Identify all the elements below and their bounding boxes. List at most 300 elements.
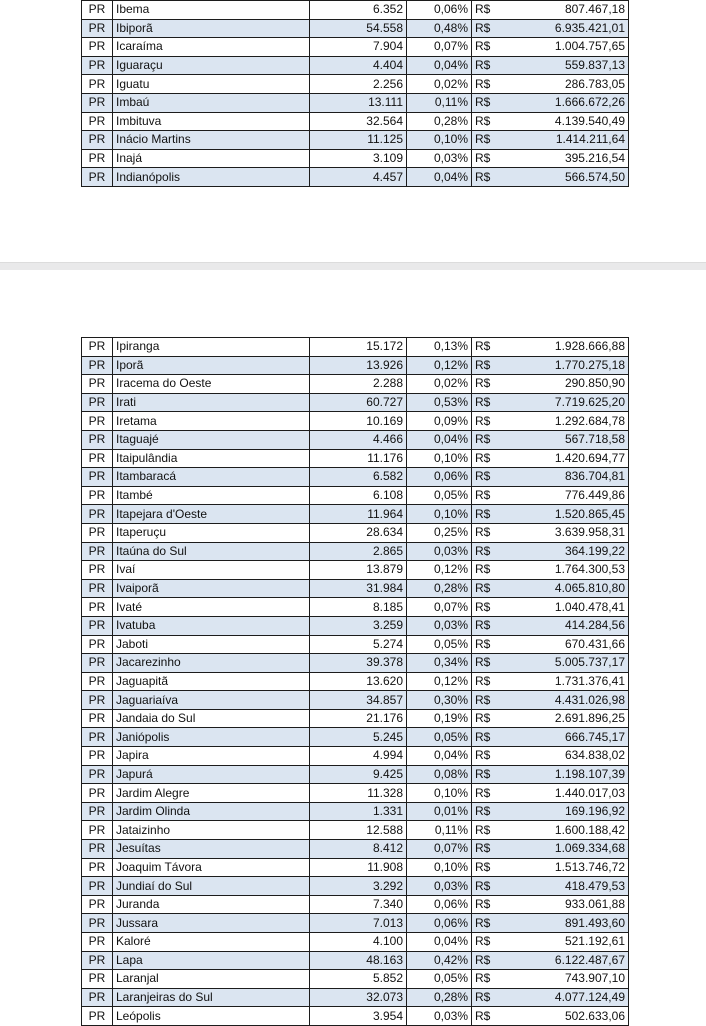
amount-cell: 1.731.376,41 xyxy=(502,672,629,691)
amount-cell: 666.745,17 xyxy=(502,728,629,747)
uf-cell: PR xyxy=(82,338,113,357)
municipality-cell: Juranda xyxy=(113,895,310,914)
uf-cell: PR xyxy=(82,542,113,561)
percentage-cell: 0,04% xyxy=(407,747,472,766)
population-cell: 8.412 xyxy=(310,840,407,859)
municipality-cell: Inajá xyxy=(113,149,310,168)
table-row xyxy=(82,505,629,524)
municipality-cell: Jaboti xyxy=(113,635,310,654)
currency-symbol-cell: R$ xyxy=(472,728,503,747)
uf-cell: PR xyxy=(82,523,113,542)
municipality-cell: Japurá xyxy=(113,765,310,784)
uf-cell: PR xyxy=(82,486,113,505)
table-row xyxy=(82,542,629,561)
currency-symbol-cell: R$ xyxy=(472,168,503,187)
table-row xyxy=(82,149,629,168)
population-cell: 4.457 xyxy=(310,168,407,187)
uf-cell: PR xyxy=(82,1007,113,1026)
population-cell: 3.292 xyxy=(310,877,407,896)
uf-cell: PR xyxy=(82,970,113,989)
table-row xyxy=(82,933,629,952)
table-row xyxy=(82,168,629,187)
percentage-cell: 0,48% xyxy=(407,19,472,38)
table-row xyxy=(82,821,629,840)
amount-cell: 1.600.188,42 xyxy=(502,821,629,840)
population-cell: 2.288 xyxy=(310,375,407,394)
population-cell: 4.404 xyxy=(310,56,407,75)
currency-symbol-cell: R$ xyxy=(472,579,503,598)
municipality-cell: Irati xyxy=(113,393,310,412)
municipality-cell: Itambé xyxy=(113,486,310,505)
currency-symbol-cell: R$ xyxy=(472,988,503,1007)
population-cell: 39.378 xyxy=(310,654,407,673)
uf-cell: PR xyxy=(82,784,113,803)
population-cell: 1.331 xyxy=(310,802,407,821)
currency-symbol-cell: R$ xyxy=(472,523,503,542)
municipality-cell: Imbaú xyxy=(113,93,310,112)
population-cell: 2.256 xyxy=(310,75,407,94)
percentage-cell: 0,12% xyxy=(407,356,472,375)
population-cell: 13.879 xyxy=(310,561,407,580)
population-cell: 28.634 xyxy=(310,523,407,542)
uf-cell: PR xyxy=(82,412,113,431)
percentage-cell: 0,06% xyxy=(407,1,472,20)
uf-cell: PR xyxy=(82,654,113,673)
uf-cell: PR xyxy=(82,375,113,394)
currency-symbol-cell: R$ xyxy=(472,802,503,821)
uf-cell: PR xyxy=(82,131,113,150)
table-row xyxy=(82,747,629,766)
percentage-cell: 0,03% xyxy=(407,616,472,635)
amount-cell: 836.704,81 xyxy=(502,468,629,487)
uf-cell: PR xyxy=(82,561,113,580)
table-row xyxy=(82,412,629,431)
uf-cell: PR xyxy=(82,393,113,412)
municipality-cell: Jardim Alegre xyxy=(113,784,310,803)
population-cell: 6.352 xyxy=(310,1,407,20)
municipality-cell: Joaquim Távora xyxy=(113,858,310,877)
uf-cell: PR xyxy=(82,877,113,896)
table-row xyxy=(82,951,629,970)
percentage-cell: 0,07% xyxy=(407,840,472,859)
currency-symbol-cell: R$ xyxy=(472,951,503,970)
uf-cell: PR xyxy=(82,672,113,691)
population-cell: 11.964 xyxy=(310,505,407,524)
percentage-cell: 0,04% xyxy=(407,430,472,449)
percentage-cell: 0,34% xyxy=(407,654,472,673)
percentage-cell: 0,04% xyxy=(407,168,472,187)
uf-cell: PR xyxy=(82,747,113,766)
table-row xyxy=(82,56,629,75)
municipality-table-page-2 xyxy=(81,337,629,1026)
table-row xyxy=(82,840,629,859)
uf-cell: PR xyxy=(82,356,113,375)
municipality-cell: Japira xyxy=(113,747,310,766)
currency-symbol-cell: R$ xyxy=(472,616,503,635)
municipality-cell: Iguaraçu xyxy=(113,56,310,75)
currency-symbol-cell: R$ xyxy=(472,970,503,989)
municipality-cell: Jaguariaíva xyxy=(113,691,310,710)
table-row xyxy=(82,728,629,747)
table-row xyxy=(82,1,629,20)
uf-cell: PR xyxy=(82,802,113,821)
table-row xyxy=(82,654,629,673)
percentage-cell: 0,06% xyxy=(407,468,472,487)
uf-cell: PR xyxy=(82,75,113,94)
population-cell: 11.328 xyxy=(310,784,407,803)
amount-cell: 1.292.684,78 xyxy=(502,412,629,431)
percentage-cell: 0,28% xyxy=(407,988,472,1007)
municipality-cell: Jundiaí do Sul xyxy=(113,877,310,896)
amount-cell: 1.040.478,41 xyxy=(502,598,629,617)
uf-cell: PR xyxy=(82,821,113,840)
population-cell: 32.073 xyxy=(310,988,407,1007)
municipality-cell: Jussara xyxy=(113,914,310,933)
table-row xyxy=(82,988,629,1007)
amount-cell: 502.633,06 xyxy=(502,1007,629,1026)
percentage-cell: 0,05% xyxy=(407,970,472,989)
uf-cell: PR xyxy=(82,765,113,784)
amount-cell: 1.420.694,77 xyxy=(502,449,629,468)
amount-cell: 634.838,02 xyxy=(502,747,629,766)
population-cell: 11.908 xyxy=(310,858,407,877)
currency-symbol-cell: R$ xyxy=(472,19,503,38)
amount-cell: 807.467,18 xyxy=(502,1,629,20)
municipality-cell: Ipiranga xyxy=(113,338,310,357)
municipality-cell: Indianópolis xyxy=(113,168,310,187)
table-row xyxy=(82,877,629,896)
percentage-cell: 0,42% xyxy=(407,951,472,970)
uf-cell: PR xyxy=(82,858,113,877)
percentage-cell: 0,09% xyxy=(407,412,472,431)
population-cell: 2.865 xyxy=(310,542,407,561)
population-cell: 21.176 xyxy=(310,709,407,728)
currency-symbol-cell: R$ xyxy=(472,895,503,914)
uf-cell: PR xyxy=(82,430,113,449)
uf-cell: PR xyxy=(82,505,113,524)
uf-cell: PR xyxy=(82,1,113,20)
amount-cell: 7.719.625,20 xyxy=(502,393,629,412)
amount-cell: 4.139.540,49 xyxy=(502,112,629,131)
population-cell: 6.108 xyxy=(310,486,407,505)
amount-cell: 169.196,92 xyxy=(502,802,629,821)
municipality-cell: Iretama xyxy=(113,412,310,431)
percentage-cell: 0,30% xyxy=(407,691,472,710)
amount-cell: 566.574,50 xyxy=(502,168,629,187)
municipality-cell: Ivatuba xyxy=(113,616,310,635)
amount-cell: 290.850,90 xyxy=(502,375,629,394)
currency-symbol-cell: R$ xyxy=(472,561,503,580)
currency-symbol-cell: R$ xyxy=(472,430,503,449)
municipality-cell: Inácio Martins xyxy=(113,131,310,150)
document-page-1 xyxy=(0,0,706,262)
population-cell: 31.984 xyxy=(310,579,407,598)
percentage-cell: 0,03% xyxy=(407,1007,472,1026)
municipality-cell: Ivaté xyxy=(113,598,310,617)
amount-cell: 1.928.666,88 xyxy=(502,338,629,357)
percentage-cell: 0,03% xyxy=(407,149,472,168)
amount-cell: 4.077.124,49 xyxy=(502,988,629,1007)
currency-symbol-cell: R$ xyxy=(472,449,503,468)
currency-symbol-cell: R$ xyxy=(472,468,503,487)
table-row xyxy=(82,93,629,112)
amount-cell: 1.666.672,26 xyxy=(502,93,629,112)
uf-cell: PR xyxy=(82,149,113,168)
table-row xyxy=(82,19,629,38)
uf-cell: PR xyxy=(82,56,113,75)
amount-cell: 1.770.275,18 xyxy=(502,356,629,375)
currency-symbol-cell: R$ xyxy=(472,56,503,75)
table-row xyxy=(82,635,629,654)
percentage-cell: 0,53% xyxy=(407,393,472,412)
percentage-cell: 0,07% xyxy=(407,38,472,57)
uf-cell: PR xyxy=(82,468,113,487)
municipality-cell: Jardim Olinda xyxy=(113,802,310,821)
uf-cell: PR xyxy=(82,616,113,635)
municipality-cell: Imbituva xyxy=(113,112,310,131)
currency-symbol-cell: R$ xyxy=(472,691,503,710)
currency-symbol-cell: R$ xyxy=(472,598,503,617)
municipality-cell: Iguatu xyxy=(113,75,310,94)
percentage-cell: 0,07% xyxy=(407,598,472,617)
uf-cell: PR xyxy=(82,598,113,617)
percentage-cell: 0,10% xyxy=(407,858,472,877)
amount-cell: 5.005.737,17 xyxy=(502,654,629,673)
table-row xyxy=(82,375,629,394)
amount-cell: 933.061,88 xyxy=(502,895,629,914)
percentage-cell: 0,10% xyxy=(407,784,472,803)
amount-cell: 1.520.865,45 xyxy=(502,505,629,524)
table-row xyxy=(82,672,629,691)
amount-cell: 567.718,58 xyxy=(502,430,629,449)
percentage-cell: 0,03% xyxy=(407,542,472,561)
municipality-cell: Ibiporã xyxy=(113,19,310,38)
percentage-cell: 0,01% xyxy=(407,802,472,821)
currency-symbol-cell: R$ xyxy=(472,131,503,150)
amount-cell: 1.513.746,72 xyxy=(502,858,629,877)
percentage-cell: 0,25% xyxy=(407,523,472,542)
currency-symbol-cell: R$ xyxy=(472,112,503,131)
table-row xyxy=(82,858,629,877)
currency-symbol-cell: R$ xyxy=(472,375,503,394)
currency-symbol-cell: R$ xyxy=(472,877,503,896)
municipality-cell: Icaraíma xyxy=(113,38,310,57)
table-row xyxy=(82,802,629,821)
currency-symbol-cell: R$ xyxy=(472,672,503,691)
percentage-cell: 0,19% xyxy=(407,709,472,728)
table-body xyxy=(82,338,629,1026)
currency-symbol-cell: R$ xyxy=(472,914,503,933)
amount-cell: 2.691.896,25 xyxy=(502,709,629,728)
percentage-cell: 0,06% xyxy=(407,895,472,914)
currency-symbol-cell: R$ xyxy=(472,933,503,952)
table-row xyxy=(82,579,629,598)
amount-cell: 743.907,10 xyxy=(502,970,629,989)
currency-symbol-cell: R$ xyxy=(472,635,503,654)
municipality-cell: Jaguapitã xyxy=(113,672,310,691)
amount-cell: 286.783,05 xyxy=(502,75,629,94)
table-row xyxy=(82,765,629,784)
population-cell: 10.169 xyxy=(310,412,407,431)
municipality-cell: Itaperuçu xyxy=(113,523,310,542)
population-cell: 9.425 xyxy=(310,765,407,784)
municipality-cell: Jataizinho xyxy=(113,821,310,840)
amount-cell: 521.192,61 xyxy=(502,933,629,952)
municipality-cell: Laranjal xyxy=(113,970,310,989)
table-row xyxy=(82,598,629,617)
table-body xyxy=(82,1,629,187)
currency-symbol-cell: R$ xyxy=(472,709,503,728)
municipality-cell: Jacarezinho xyxy=(113,654,310,673)
amount-cell: 4.065.810,80 xyxy=(502,579,629,598)
table-row xyxy=(82,616,629,635)
currency-symbol-cell: R$ xyxy=(472,654,503,673)
uf-cell: PR xyxy=(82,635,113,654)
currency-symbol-cell: R$ xyxy=(472,747,503,766)
population-cell: 4.994 xyxy=(310,747,407,766)
amount-cell: 414.284,56 xyxy=(502,616,629,635)
municipality-cell: Itapejara d'Oeste xyxy=(113,505,310,524)
table-row xyxy=(82,393,629,412)
municipality-cell: Jandaia do Sul xyxy=(113,709,310,728)
amount-cell: 395.216,54 xyxy=(502,149,629,168)
population-cell: 12.588 xyxy=(310,821,407,840)
table-row xyxy=(82,449,629,468)
table-row xyxy=(82,38,629,57)
uf-cell: PR xyxy=(82,691,113,710)
amount-cell: 1.004.757,65 xyxy=(502,38,629,57)
amount-cell: 6.935.421,01 xyxy=(502,19,629,38)
amount-cell: 1.198.107,39 xyxy=(502,765,629,784)
percentage-cell: 0,11% xyxy=(407,93,472,112)
uf-cell: PR xyxy=(82,895,113,914)
currency-symbol-cell: R$ xyxy=(472,840,503,859)
amount-cell: 364.199,22 xyxy=(502,542,629,561)
percentage-cell: 0,13% xyxy=(407,338,472,357)
amount-cell: 3.639.958,31 xyxy=(502,523,629,542)
population-cell: 5.245 xyxy=(310,728,407,747)
percentage-cell: 0,05% xyxy=(407,486,472,505)
table-row xyxy=(82,895,629,914)
amount-cell: 776.449,86 xyxy=(502,486,629,505)
population-cell: 13.926 xyxy=(310,356,407,375)
percentage-cell: 0,04% xyxy=(407,56,472,75)
amount-cell: 4.431.026,98 xyxy=(502,691,629,710)
population-cell: 3.109 xyxy=(310,149,407,168)
amount-cell: 1.069.334,68 xyxy=(502,840,629,859)
amount-cell: 418.479,53 xyxy=(502,877,629,896)
currency-symbol-cell: R$ xyxy=(472,356,503,375)
population-cell: 6.582 xyxy=(310,468,407,487)
table-row xyxy=(82,112,629,131)
population-cell: 32.564 xyxy=(310,112,407,131)
percentage-cell: 0,10% xyxy=(407,449,472,468)
municipality-cell: Itaguajé xyxy=(113,430,310,449)
table-row xyxy=(82,561,629,580)
percentage-cell: 0,05% xyxy=(407,635,472,654)
table-row xyxy=(82,131,629,150)
currency-symbol-cell: R$ xyxy=(472,1007,503,1026)
percentage-cell: 0,10% xyxy=(407,505,472,524)
currency-symbol-cell: R$ xyxy=(472,1,503,20)
population-cell: 5.274 xyxy=(310,635,407,654)
currency-symbol-cell: R$ xyxy=(472,821,503,840)
percentage-cell: 0,12% xyxy=(407,672,472,691)
table-row xyxy=(82,338,629,357)
percentage-cell: 0,03% xyxy=(407,877,472,896)
currency-symbol-cell: R$ xyxy=(472,505,503,524)
population-cell: 15.172 xyxy=(310,338,407,357)
municipality-cell: Ivaiporã xyxy=(113,579,310,598)
amount-cell: 670.431,66 xyxy=(502,635,629,654)
table-row xyxy=(82,1007,629,1026)
table-row xyxy=(82,523,629,542)
population-cell: 8.185 xyxy=(310,598,407,617)
population-cell: 13.620 xyxy=(310,672,407,691)
currency-symbol-cell: R$ xyxy=(472,338,503,357)
municipality-cell: Iracema do Oeste xyxy=(113,375,310,394)
percentage-cell: 0,04% xyxy=(407,933,472,952)
population-cell: 4.466 xyxy=(310,430,407,449)
population-cell: 48.163 xyxy=(310,951,407,970)
percentage-cell: 0,12% xyxy=(407,561,472,580)
population-cell: 3.259 xyxy=(310,616,407,635)
table-row xyxy=(82,914,629,933)
currency-symbol-cell: R$ xyxy=(472,486,503,505)
municipality-cell: Jesuítas xyxy=(113,840,310,859)
population-cell: 13.111 xyxy=(310,93,407,112)
percentage-cell: 0,05% xyxy=(407,728,472,747)
percentage-cell: 0,08% xyxy=(407,765,472,784)
amount-cell: 559.837,13 xyxy=(502,56,629,75)
population-cell: 7.013 xyxy=(310,914,407,933)
currency-symbol-cell: R$ xyxy=(472,149,503,168)
population-cell: 11.176 xyxy=(310,449,407,468)
table-row xyxy=(82,468,629,487)
percentage-cell: 0,28% xyxy=(407,112,472,131)
uf-cell: PR xyxy=(82,93,113,112)
municipality-cell: Lapa xyxy=(113,951,310,970)
percentage-cell: 0,02% xyxy=(407,75,472,94)
currency-symbol-cell: R$ xyxy=(472,393,503,412)
uf-cell: PR xyxy=(82,988,113,1007)
population-cell: 4.100 xyxy=(310,933,407,952)
municipality-cell: Janiópolis xyxy=(113,728,310,747)
uf-cell: PR xyxy=(82,19,113,38)
municipality-cell: Ivaí xyxy=(113,561,310,580)
amount-cell: 1.440.017,03 xyxy=(502,784,629,803)
currency-symbol-cell: R$ xyxy=(472,765,503,784)
municipality-cell: Leópolis xyxy=(113,1007,310,1026)
uf-cell: PR xyxy=(82,951,113,970)
uf-cell: PR xyxy=(82,728,113,747)
uf-cell: PR xyxy=(82,709,113,728)
table-row xyxy=(82,709,629,728)
percentage-cell: 0,02% xyxy=(407,375,472,394)
currency-symbol-cell: R$ xyxy=(472,412,503,431)
municipality-table-page-1 xyxy=(81,0,629,187)
population-cell: 7.904 xyxy=(310,38,407,57)
percentage-cell: 0,06% xyxy=(407,914,472,933)
percentage-cell: 0,11% xyxy=(407,821,472,840)
currency-symbol-cell: R$ xyxy=(472,75,503,94)
municipality-cell: Itambaracá xyxy=(113,468,310,487)
document-page-2 xyxy=(0,270,706,1024)
population-cell: 7.340 xyxy=(310,895,407,914)
currency-symbol-cell: R$ xyxy=(472,784,503,803)
currency-symbol-cell: R$ xyxy=(472,858,503,877)
municipality-cell: Itaipulândia xyxy=(113,449,310,468)
